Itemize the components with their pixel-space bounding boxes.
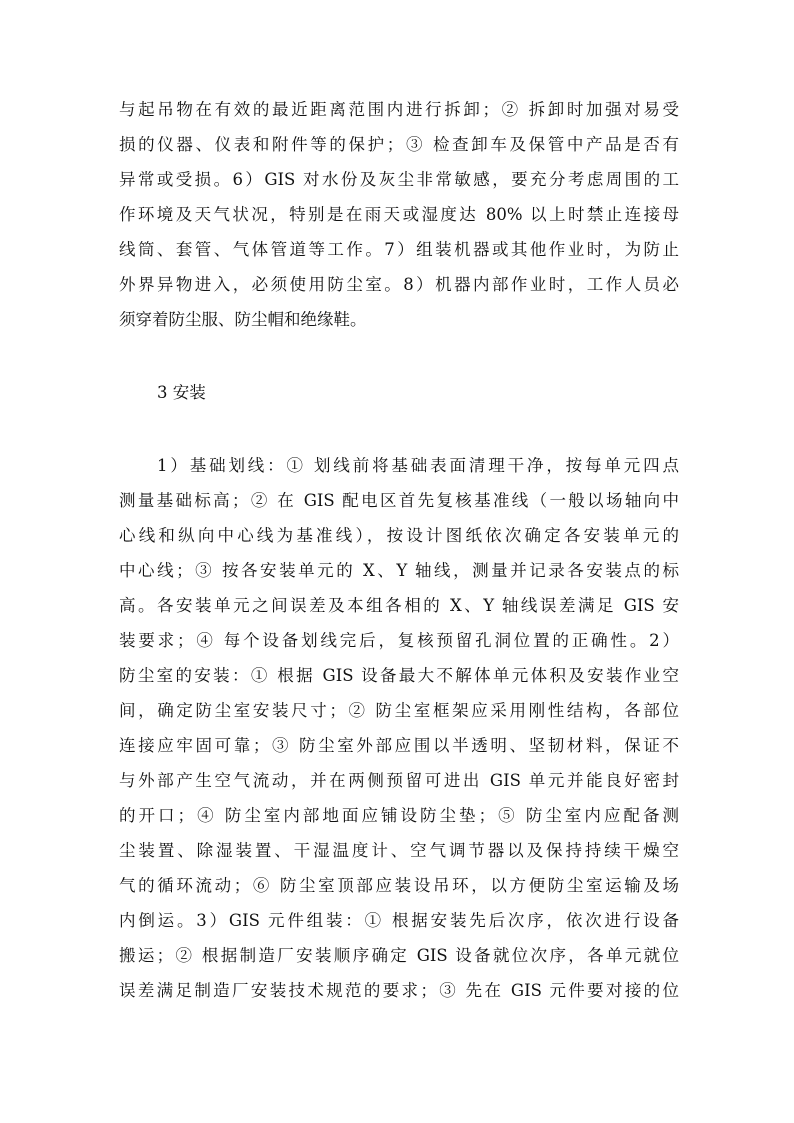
paragraph-2-line: 连接应牢固可靠；③ 防尘室外部应围以半透明、坚韧材料，保证不 xyxy=(119,736,679,755)
paragraph-2-line: 间，确定防尘室安装尺寸；② 防尘室框架应采用刚性结构，各部位 xyxy=(119,701,679,720)
paragraph-1-line: 线筒、套管、气体管道等工作。7）组装机器或其他作业时，为防止 xyxy=(119,240,679,259)
paragraph-2-line: 1）基础划线：① 划线前将基础表面清理干净，按每单元四点 xyxy=(157,456,679,475)
paragraph-2-line: 与外部产生空气流动，并在两侧预留可进出 GIS 单元并能良好密封 xyxy=(119,771,679,790)
paragraph-2-line: 高。各安装单元之间误差及本组各相的 X、Y 轴线误差满足 GIS 安 xyxy=(119,596,679,615)
paragraph-2-line: 误差满足制造厂安装技术规范的要求；③ 先在 GIS 元件要对接的位 xyxy=(119,981,679,1000)
paragraph-1-line: 损的仪器、仪表和附件等的保护；③ 检查卸车及保管中产品是否有 xyxy=(119,135,679,154)
paragraph-2-line: 装要求；④ 每个设备划线完后，复核预留孔洞位置的正确性。2） xyxy=(119,631,679,650)
paragraph-1-line: 外界异物进入，必须使用防尘室。8）机器内部作业时，工作人员必 xyxy=(119,275,679,294)
paragraph-2-line: 测量基础标高；② 在 GIS 配电区首先复核基准线（一般以场轴向中 xyxy=(119,491,679,510)
paragraph-1-line: 与起吊物在有效的最近距离范围内进行拆卸；② 拆卸时加强对易受 xyxy=(119,100,679,119)
paragraph-2-line: 尘装置、除湿装置、干湿温度计、空气调节器以及保持持续干燥空 xyxy=(119,841,679,860)
paragraph-2-line: 中心线；③ 按各安装单元的 X、Y 轴线，测量并记录各安装点的标 xyxy=(119,561,679,580)
paragraph-2-line: 防尘室的安装：① 根据 GIS 设备最大不解体单元体积及安装作业空 xyxy=(119,666,679,685)
paragraph-2-line: 搬运；② 根据制造厂安装顺序确定 GIS 设备就位次序，各单元就位 xyxy=(119,946,679,965)
section-heading: 3 安装 xyxy=(157,383,206,402)
paragraph-2-line: 心线和纵向中心线为基准线），按设计图纸依次确定各安装单元的 xyxy=(119,526,679,545)
paragraph-1-line: 须穿着防尘服、防尘帽和绝缘鞋。 xyxy=(119,310,367,329)
paragraph-1-line: 作环境及天气状况，特别是在雨天或湿度达 80% 以上时禁止连接母 xyxy=(119,205,679,224)
paragraph-2-line: 气的循环流动；⑥ 防尘室顶部应装设吊环，以方便防尘室运输及场 xyxy=(119,876,679,895)
paragraph-2-line: 的开口；④ 防尘室内部地面应铺设防尘垫；⑤ 防尘室内应配备测 xyxy=(119,806,679,825)
paragraph-2-line: 内倒运。3）GIS 元件组装：① 根据安装先后次序，依次进行设备 xyxy=(119,911,679,930)
paragraph-1-line: 异常或受损。6）GIS 对水份及灰尘非常敏感，要充分考虑周围的工 xyxy=(119,170,679,189)
